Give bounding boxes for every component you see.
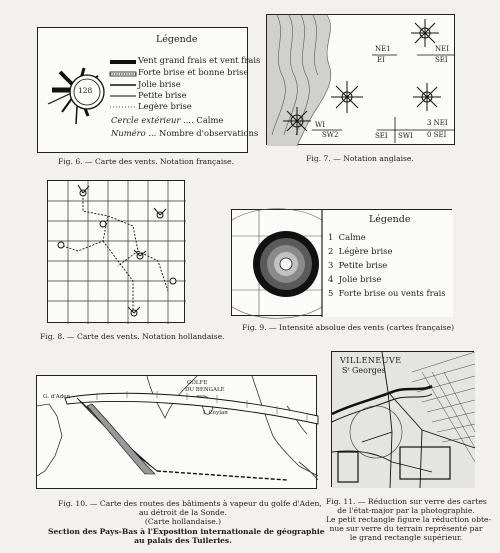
fig11-caption-line-2: de l'état-major par la photographie. bbox=[337, 506, 475, 515]
fig11-label-town: VILLENEUVE bbox=[340, 356, 402, 365]
fig7-label-sw2: SW2 bbox=[322, 131, 339, 139]
fig7-label-sei: SEI bbox=[435, 56, 448, 64]
fig7-caption: Fig. 7. — Notation anglaise. bbox=[306, 154, 414, 163]
fig7-label-swi: SWI bbox=[398, 132, 413, 140]
fig11-caption-line-3: Le petit rectangle figure la réduction obte- bbox=[326, 515, 492, 524]
fig9-item-5: 5 Forte brise ou vents frais bbox=[328, 288, 446, 298]
dutch-notation-grid bbox=[48, 181, 186, 324]
fig6-item-3: Jolie brise bbox=[138, 79, 181, 89]
fig11-label-sub: Sᵗ Georges bbox=[342, 366, 386, 375]
fig10-label-bengal: DU BENGALE bbox=[185, 387, 225, 393]
fig7-label-sei-2: SEI bbox=[375, 132, 388, 140]
figure-9-legend-box bbox=[231, 209, 452, 316]
fig10-label-aden: G. d'Aden bbox=[43, 394, 71, 400]
fig6-number-row: Numéro ... Nombre d'observations bbox=[111, 128, 259, 138]
fig9-item-3: 3 Petite brise bbox=[328, 260, 388, 270]
fig10-caption-line-5: au palais des Tuileries. bbox=[134, 536, 232, 545]
fig6-item-1: Vent grand frais et vent frais bbox=[138, 55, 261, 65]
fig9-legend-title: Légende bbox=[369, 214, 411, 225]
steamer-routes-map bbox=[37, 376, 318, 490]
fig10-caption-line-4: Section des Pays-Bas à l'Exposition internationale de géographie bbox=[48, 527, 325, 536]
fig8-caption: Fig. 8. — Carte des vents. Notation hollandaise. bbox=[40, 332, 225, 341]
fig10-caption-line-2: au détroit de la Sonde. bbox=[139, 508, 227, 517]
fig10-caption-line-3: (Carte hollandaise.) bbox=[144, 517, 222, 526]
fig7-label-wi: WI bbox=[315, 121, 325, 129]
fig10-label-gulf: GOLFE bbox=[187, 380, 208, 386]
fig6-item-2: Forte brise et bonne brise bbox=[138, 67, 249, 77]
fig6-outer-circle-row: Cercle extérieur .... Calme bbox=[111, 115, 224, 125]
fig11-caption-line-1: Fig. 11. — Réduction sur verre des cartes bbox=[326, 497, 487, 506]
fig9-caption: Fig. 9. — Intensité absolue des vents (cartes française) bbox=[242, 323, 455, 332]
fig7-label-0sei: 0 SEI bbox=[427, 131, 447, 139]
fig10-label-ceylan: I. Ceylan bbox=[203, 410, 228, 416]
fig7-label-nei: NEI bbox=[435, 45, 449, 53]
fig6-caption: Fig. 6. — Carte des vents. Notation française. bbox=[57, 157, 235, 166]
fig7-label-ei: EI bbox=[377, 56, 385, 64]
figure-6-legend-box bbox=[37, 27, 261, 153]
fig11-caption-line-5: le grand rectangle supérieur. bbox=[349, 533, 463, 542]
fig6-item-5: Legère brise bbox=[138, 101, 192, 111]
fig11-caption-line-4: nue sur verre du terrain représenté par bbox=[329, 524, 483, 533]
fig9-item-4: 4 Jolie brise bbox=[328, 274, 382, 284]
figure-8-grid bbox=[47, 180, 185, 323]
fig6-number-value: Nombre d'observations bbox=[159, 128, 259, 138]
fig10-caption-line-1: Fig. 10. — Carte des routes des bâtiments à vapeur du golfe d'Aden, bbox=[58, 499, 322, 508]
figure-11-map bbox=[331, 351, 474, 487]
fig6-legend-title: Légende bbox=[156, 34, 198, 45]
fig9-item-2: 2 Légère brise bbox=[328, 246, 393, 256]
fig9-item-1: 1 Calme bbox=[328, 232, 366, 242]
fig6-center-value: 128 bbox=[78, 86, 93, 95]
fig7-label-ne1: NE1 bbox=[375, 45, 391, 53]
fig6-number-label: Numéro bbox=[111, 128, 146, 138]
fig6-outer-circle-value: Calme bbox=[196, 115, 224, 125]
figure-7-map bbox=[266, 14, 455, 145]
fig6-item-4: Petite brise bbox=[138, 90, 187, 100]
fig7-label-3nei: 3 NEI bbox=[427, 119, 448, 127]
figure-10-map bbox=[36, 375, 317, 489]
fig6-outer-circle-label: Cercle extérieur bbox=[111, 115, 181, 125]
